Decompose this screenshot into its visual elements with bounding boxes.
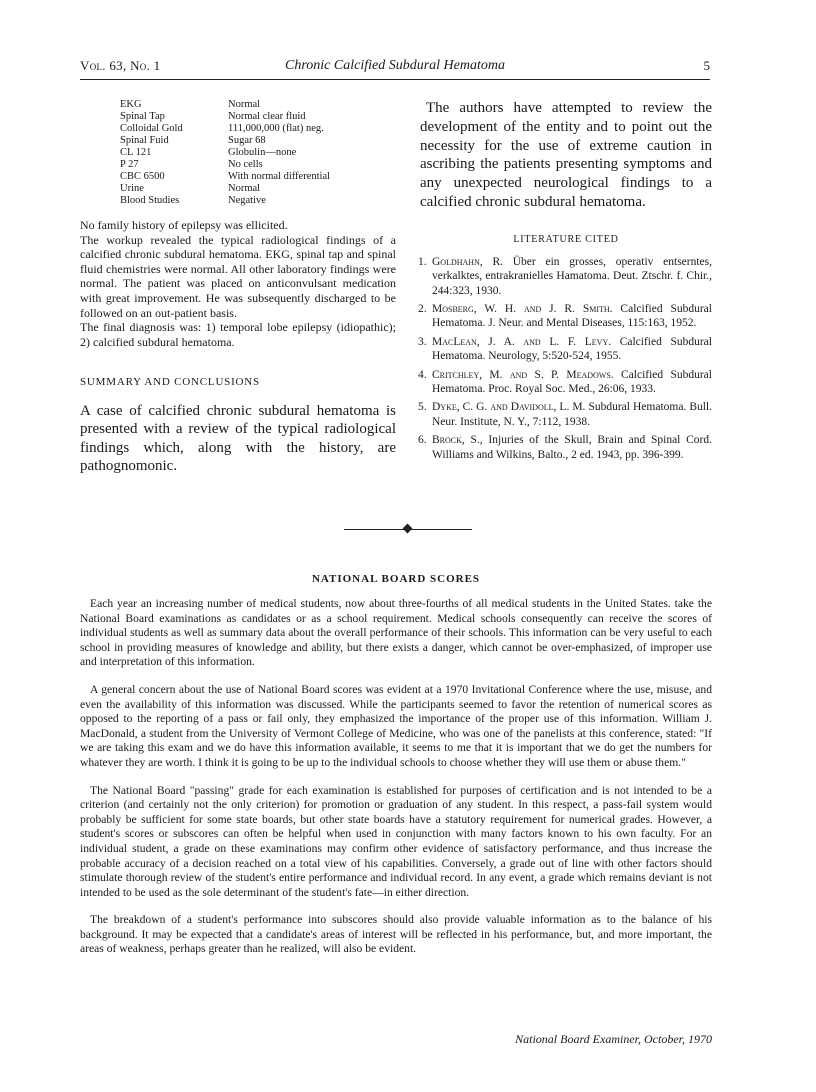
reference-author: Brock, S., xyxy=(432,434,483,447)
summary-text: A case of calcified chronic subdural hematoma is presented with a review of the typical radiological findings which, along with the history, are pathognomonic. xyxy=(80,402,396,475)
lab-result: Sugar 68 xyxy=(228,135,266,146)
lab-row xyxy=(120,159,330,171)
lab-result: With normal differential xyxy=(228,171,331,182)
volume-info: Vol. 63, No. 1 xyxy=(80,58,161,73)
reference-text: Injuries of the Skull, Brain and Spinal Cord. Williams and Wilkins, Balto., 2 ed. 1943, pp. 396-399. xyxy=(432,434,712,461)
reference-number: 3. xyxy=(418,335,427,348)
lab-row xyxy=(120,171,330,183)
reference-item xyxy=(420,400,712,429)
lab-row xyxy=(120,147,330,159)
reference-item xyxy=(420,255,712,298)
article-paragraph: The National Board "passing" grade for each examination is established for purposes of certification and is not intended to be a criterion (and certainly not the only criterion) for promotion or graduation of any student. In this respect, a pass-fail system would probably be sufficient for some state boards, but other state boards have a statutory requirement for numerical grades. However, a student's scores or subscores can often be helpful when used in conjunction with many factors known to his own faculty. For an individual student, a grade on these examinations may confirm other evidence of satisfactory performance, and thus increase the probable accuracy of a decision reached on a total view of his capabilities. Conversely, a grade out of line with other factors should stimulate thorough review of the student's entire performance and individual record. In any event, a grade which remains deviant is not intended to be used as the sole determinant of the student's fate—in either direction. xyxy=(80,783,712,899)
authors-review-paragraph: The authors have attempted to review the development of the entity and to point out the necessity for the use of extreme caution in ascribing the patients presenting symptoms and any unexpected neurological findings to a calcified chronic subdural hematoma. xyxy=(420,100,712,210)
lab-row xyxy=(120,135,330,147)
reference-item xyxy=(420,335,712,364)
right-column xyxy=(420,99,712,466)
reference-text: Calcified Subdural Hematoma. Neurology, 5:520-524, 1955. xyxy=(432,335,712,363)
reference-author: Goldhahn, R. xyxy=(432,255,504,268)
reference-number: 6. xyxy=(418,434,427,447)
lab-result: Negative xyxy=(228,195,266,206)
lab-test: Spinal Fuid xyxy=(120,135,169,146)
lab-test: Urine xyxy=(120,183,144,194)
reference-author: Dyke, C. G. and Davidoll, L. M. xyxy=(432,401,586,414)
left-column xyxy=(80,218,396,476)
running-header xyxy=(80,58,710,78)
lab-row xyxy=(120,123,330,135)
reference-item xyxy=(420,368,712,397)
lab-test: Colloidal Gold xyxy=(120,123,183,134)
lab-result: 111,000,000 (flat) neg. xyxy=(228,123,324,134)
lab-results-table xyxy=(120,99,330,207)
reference-number: 2. xyxy=(418,303,427,315)
article-body xyxy=(80,597,712,970)
lab-row xyxy=(120,99,330,111)
page-number: 5 xyxy=(703,58,710,73)
reference-author: Critchley, M. and S. P. Meadows. xyxy=(432,368,614,381)
header-rule xyxy=(80,79,710,80)
lab-test: CBC 6500 xyxy=(120,171,165,182)
workup-paragraph: The workup revealed the typical radiological findings of a calcified chronic subdural hematoma. EKG, spinal tap and spinal fluid chemistries were normal. All other laboratory findings were normal. The patient was placed on anticonvulsant medication with great improvement. He was subsequently discharged to be followed on an out-patient basis. xyxy=(80,232,396,320)
article-paragraph: Each year an increasing number of medical students, now about three-fourths of all medical students in the United States. take the National Board examinations as candidates or as a school requirement. Medical schools consequently can receive the scores of individual students as well as summary data about the overall performance of their schools. This information can be very useful to each school in providing measures of knowledge and ability, but there exists a danger, which cannot be over-emphasized, of improper use and interpretation of this information. xyxy=(80,597,712,669)
article-paragraph: A general concern about the use of National Board scores was evident at a 1970 Invitational Conference where the use, misuse, and even the availability of this information was discussed. While the participants seemed to favor the retention of numerical scores as opposed to the reporting of a pass or fail only, they emphasized the importance of the proper use of this information. William J. MacDonald, a student from the University of Vermont College of Medicine, who was one of the panelists at this conference, stated: "If we are taking this exam and we do have this information available, it seems to me that it is important that we do get the numbers for whatever they are worth. I think it is going to be up to the individual schools to choose whether they will use them or abuse them." xyxy=(80,682,712,769)
reference-item xyxy=(420,302,712,331)
article-title: NATIONAL BOARD SCORES xyxy=(311,573,481,585)
reference-text: Subdural Hematoma. Bull. Neur. Institute, N. Y., 7:112, 1938. xyxy=(432,401,713,428)
lab-result: Normal clear fluid xyxy=(228,111,306,122)
reference-item xyxy=(420,433,712,462)
diagnosis-paragraph: The final diagnosis was: 1) temporal lobe epilepsy (idiopathic); 2) calcified subdural hematoma. xyxy=(80,320,396,349)
reference-text: Calcified Subdural Hematoma. Proc. Royal Soc. Med., 26:06, 1933. xyxy=(432,368,712,396)
lab-result: Normal xyxy=(228,183,261,194)
lab-test: Spinal Tap xyxy=(120,111,165,122)
source-citation: National Board Examiner, October, 1970 xyxy=(515,1032,712,1046)
lab-test: EKG xyxy=(120,99,142,110)
running-title: Chronic Calcified Subdural Hematoma xyxy=(285,58,505,73)
lab-row xyxy=(120,195,330,207)
reference-author: MacLean, J. A. and L. F. Levy. xyxy=(432,335,612,348)
lab-row xyxy=(120,111,330,123)
reference-author: Mosberg, W. H. and J. R. Smith. xyxy=(432,303,613,315)
lab-test: P 27 xyxy=(120,159,139,170)
reference-number: 5. xyxy=(418,401,427,414)
reference-text: Über ein grosses, operativ entserntes, verkalktes, entrakranielles Hamatoma. Deut. Ztschr. f. Chir., 244:323, 1930. xyxy=(432,255,712,297)
lab-result: No cells xyxy=(228,159,263,170)
reference-list xyxy=(420,255,712,462)
lab-test: Blood Studies xyxy=(120,195,180,206)
reference-number: 4. xyxy=(418,368,427,381)
family-history-paragraph: No family history of epilepsy was ellicited. xyxy=(80,218,288,232)
reference-text: Calcified Subdural Hematoma. J. Neur. and Mental Diseases, 115:163, 1952. xyxy=(432,303,712,330)
lab-result: Normal xyxy=(228,99,261,110)
divider-ornament xyxy=(403,524,413,534)
reference-number: 1. xyxy=(418,255,427,268)
lab-test: CL 121 xyxy=(120,147,152,158)
lab-result: Globulin—none xyxy=(228,147,297,158)
article-paragraph: The breakdown of a student's performance into subscores should also provide valuable information as to the balance of his background. It may be expected that a candidate's areas of interest will be reflected in his performance, but, and more important, the areas of weakness, perhaps greater than he realized, will also be evident. xyxy=(80,913,712,956)
literature-heading: LITERATURE CITED xyxy=(513,233,619,245)
summary-heading: SUMMARY AND CONCLUSIONS xyxy=(80,376,260,389)
lab-row xyxy=(120,183,330,195)
